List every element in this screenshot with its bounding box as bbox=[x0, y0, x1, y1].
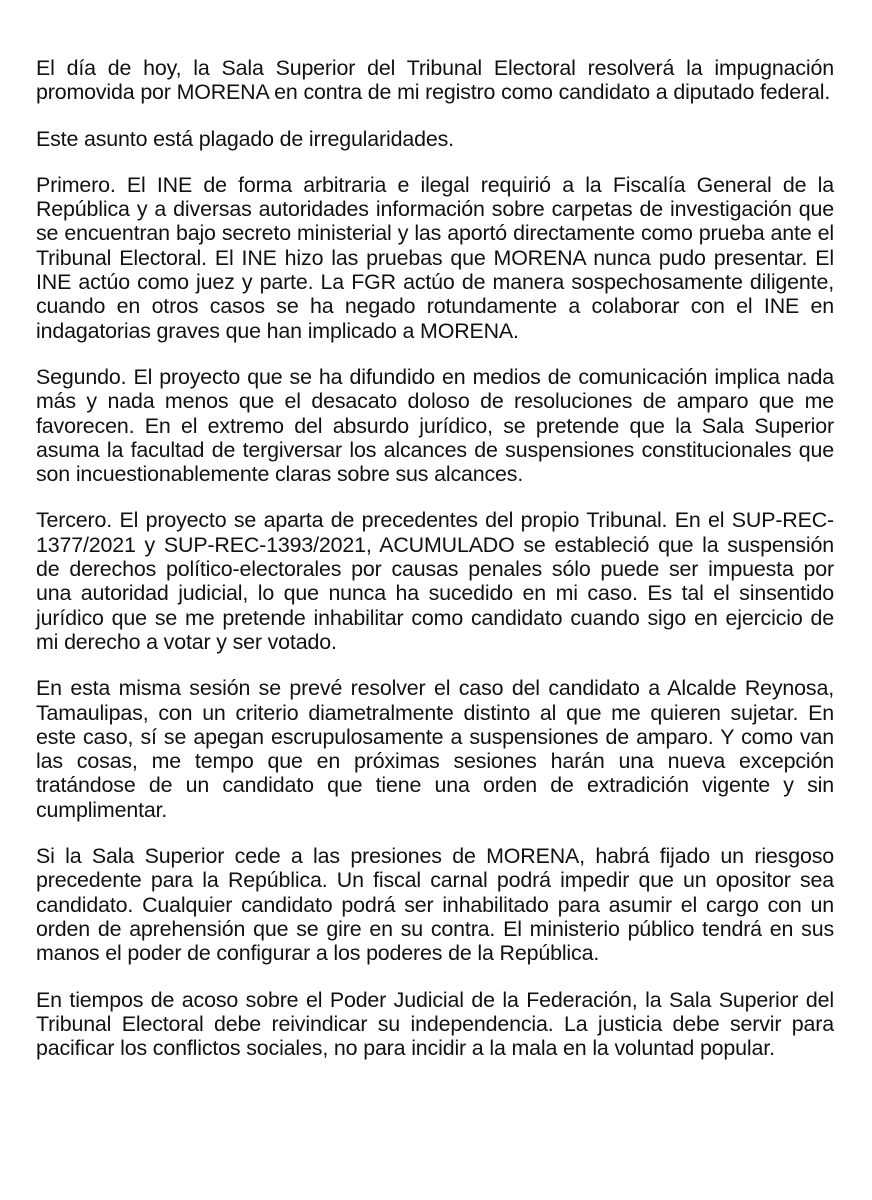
paragraph-tercero: Tercero. El proyecto se aparta de precedentes del propio Tribunal. En el SUP-REC-1377/2021 y SUP-REC-1393/2021, ACUMULADO se estableció que la suspensión de derechos político-electorales por causas penales sólo puede ser impuesta por una autoridad judicial, lo que nunca ha sucedido en mi caso. Es tal el sinsentido jurídico que se me pretende inhabilitar como candidato cuando sigo en ejercicio de mi derecho a votar y ser votado. bbox=[36, 508, 834, 654]
paragraph-intro: El día de hoy, la Sala Superior del Tribunal Electoral resolverá la impugnación promovida por MORENA en contra de mi registro como candidato a diputado federal. bbox=[36, 56, 834, 105]
paragraph-segundo: Segundo. El proyecto que se ha difundido en medios de comunicación implica nada más y nada menos que el desacato doloso de resoluciones de amparo que me favorecen. En el extremo del absurdo jurídico, se pretende que la Sala Superior asuma la facultad de tergiversar los alcances de suspensiones constitucionales que son incuestionablemente claras sobre sus alcances. bbox=[36, 364, 834, 487]
paragraph-irregularities: Este asunto está plagado de irregularidades. bbox=[36, 126, 454, 151]
paragraph-precedent: Si la Sala Superior cede a las presiones de MORENA, habrá fijado un riesgoso precedente para la República. Un fiscal carnal podrá impedir que un opositor sea candidato. Cualquier candidato podrá ser inhabilitado para asumir el cargo con un orden de aprehensión que se gire en su contra. El ministerio público tendrá en sus manos el poder de configurar a los poderes de la República. bbox=[36, 844, 834, 966]
paragraph-closing: En tiempos de acoso sobre el Poder Judicial de la Federación, la Sala Superior del Tribunal Electoral debe reivindicar su independencia. La justicia debe servir para pacificar los conflictos sociales, no para incidir a la mala en la voluntad popular. bbox=[36, 987, 834, 1061]
paragraph-primero: Primero. El INE de forma arbitraria e ilegal requirió a la Fiscalía General de la República y a diversas autoridades información sobre carpetas de investigación que se encuentran bajo secreto ministerial y las aportó directamente como prueba ante el Tribunal Electoral. El INE hizo las pruebas que MORENA nunca pudo presentar. El INE actúo como juez y parte. La FGR actúo de manera sospechosamente diligente, cuando en otros casos se ha negado rotundamente a colaborar con el INE en indagatorias graves que han implicado a MORENA. bbox=[36, 172, 834, 343]
paragraph-reynosa-case: En esta misma sesión se prevé resolver el caso del candidato a Alcalde Reynosa, Tamaulipas, con un criterio diametralmente distinto al que me quieren sujetar. En este caso, sí se apegan escrupulosamente a suspensiones de amparo. Y como van las cosas, me tempo que en próximas sesiones harán una nueva excepción tratándose de un candidato que tiene una orden de extradición vigente y sin cumplimentar. bbox=[36, 676, 834, 822]
